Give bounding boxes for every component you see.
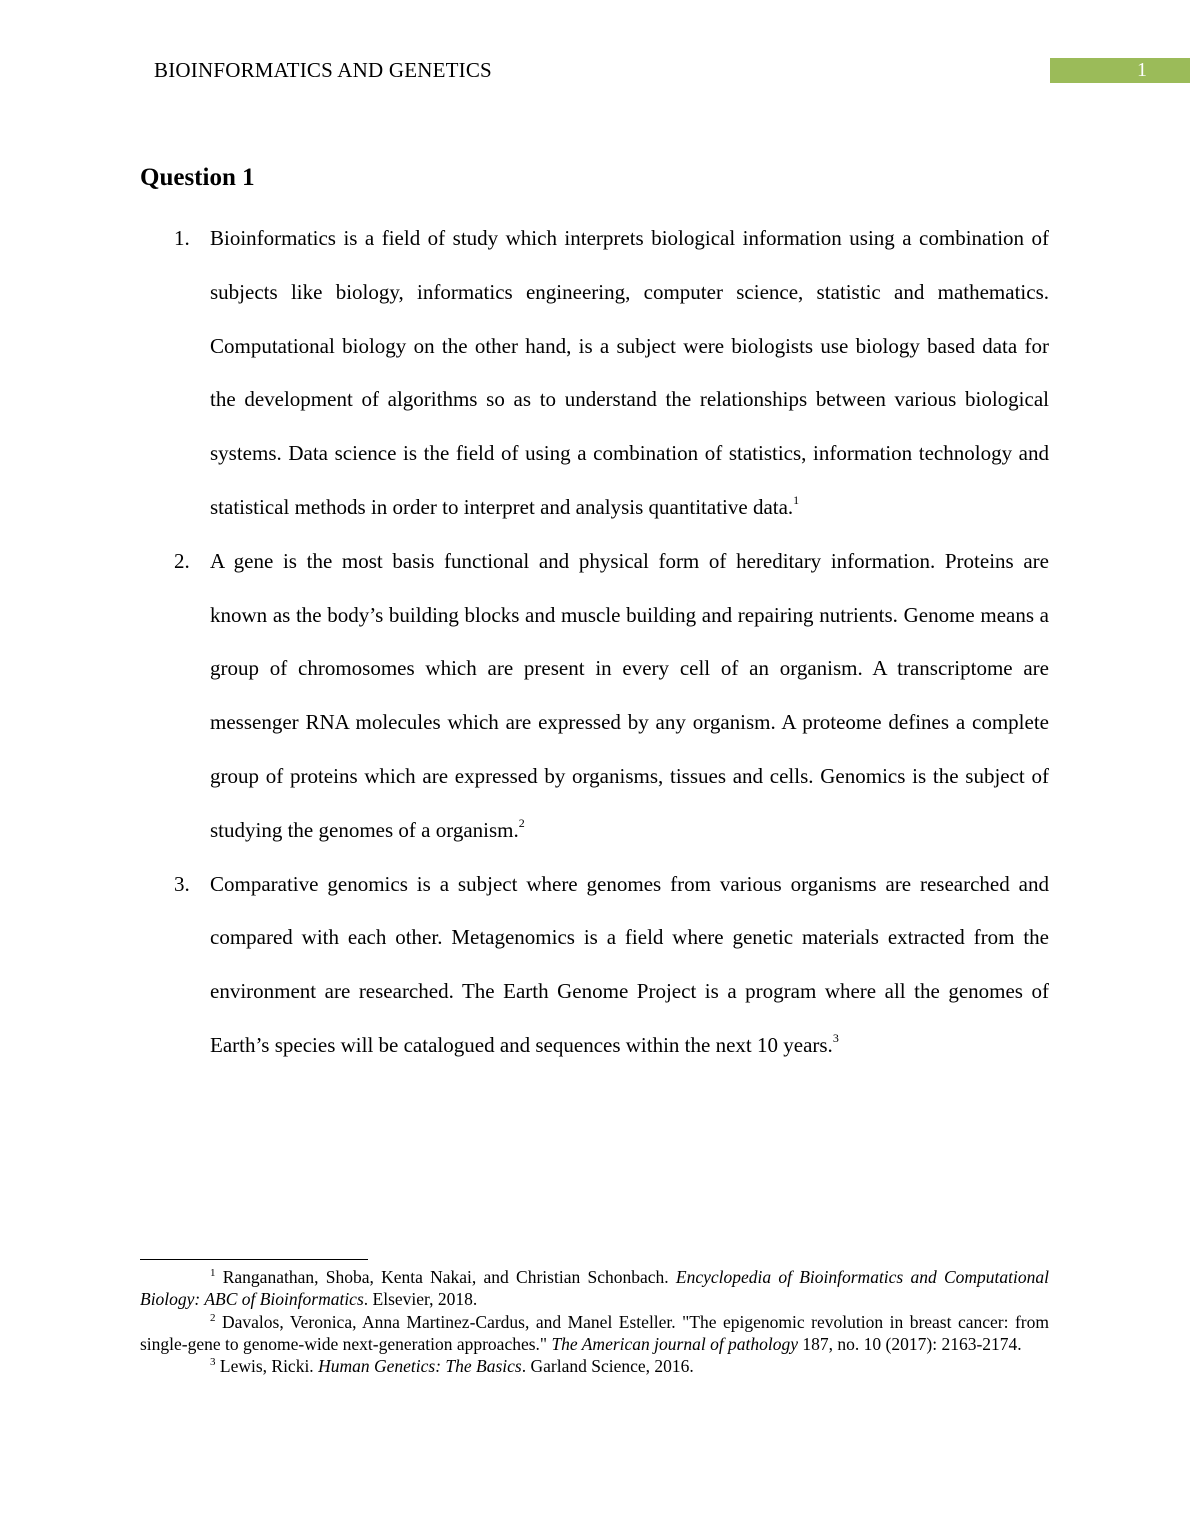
- footnote: [140, 1311, 1049, 1356]
- running-header: BIOINFORMATICS AND GENETICS: [154, 58, 492, 82]
- answer-list: [140, 212, 1049, 1073]
- list-item-text: [210, 212, 1049, 535]
- footnote-title: Human Genetics: The Basics: [318, 1356, 522, 1377]
- footnote-reference[interactable]: 2: [518, 815, 525, 830]
- list-item-number: 3.: [174, 871, 190, 896]
- footnote: [140, 1266, 1049, 1311]
- footnote-text: . Garland Science, 2016.: [521, 1356, 694, 1377]
- list-item-number: 2.: [174, 548, 190, 573]
- footnote-mark: 1: [210, 1267, 216, 1280]
- page-number: 1: [1050, 58, 1190, 83]
- footnote-text: Lewis, Ricki.: [215, 1356, 319, 1377]
- footnote-text: Ranganathan, Shoba, Kenta Nakai, and Christian Schonbach.: [215, 1267, 676, 1287]
- footnote-mark: 2: [210, 1311, 216, 1324]
- list-item-text: [210, 858, 1049, 1073]
- footnote-text: . Elsevier, 2018.: [363, 1289, 478, 1310]
- list-item: [140, 535, 1049, 858]
- footnote-mark: 3: [210, 1356, 216, 1369]
- question-heading: Question 1: [140, 164, 255, 191]
- footnote-title: Encyclopedia of Bioinformatics and Computational Biology: ABC of Bioinformatics: [140, 1267, 1049, 1310]
- footnote-text: 187, no. 10 (2017): 2163-2174.: [798, 1333, 1022, 1354]
- footnote: [140, 1355, 1049, 1377]
- footnotes: [140, 1266, 1049, 1377]
- footnote-reference[interactable]: 1: [793, 492, 800, 507]
- list-item: [140, 858, 1049, 1073]
- list-item-text: [210, 535, 1049, 858]
- footnote-title: The American journal of pathology: [551, 1333, 799, 1354]
- answer-text: Comparative genomics is a subject where genomes from various organisms are researched and compared with each other. Metagenomics is a field where genetic materials extracted from the environment are researched. The Earth Genome Project is a program where all the genomes of Earth’s species will be catalogued and sequences within the next 10 years.: [210, 871, 1049, 1057]
- answer-text: A gene is the most basis functional and physical form of hereditary information. Proteins are known as the body’s building blocks and muscle building and repairing nutrients. Genome means a group of chromosomes which are present in every cell of an organism. A transcriptome are messenger RNA molecules which are expressed by any organism. A proteome defines a complete group of proteins which are expressed by organisms, tissues and cells. Genomics is the subject of studying the genomes of a organism.: [210, 548, 1049, 842]
- list-item: [140, 212, 1049, 535]
- answer-text: Bioinformatics is a field of study which interprets biological information using a combination of subjects like biology, informatics engineering, computer science, statistic and mathematics. Computational biology on the other hand, is a subject were biologists use biology based data for the development of algorithms so as to understand the relationships between various biological systems. Data science is the field of using a combination of statistics, information technology and statistical methods in order to interpret and analysis quantitative data.: [210, 226, 1049, 519]
- footnote-separator: [140, 1259, 368, 1260]
- footnote-reference[interactable]: 3: [832, 1030, 839, 1045]
- footnote-text: Davalos, Veronica, Anna Martinez-Cardus, and Manel Esteller. "The epigenomic revolution in breast cancer: from single-gene to genome-wide next-generation approaches.": [140, 1311, 1049, 1354]
- list-item-number: 1.: [174, 226, 190, 250]
